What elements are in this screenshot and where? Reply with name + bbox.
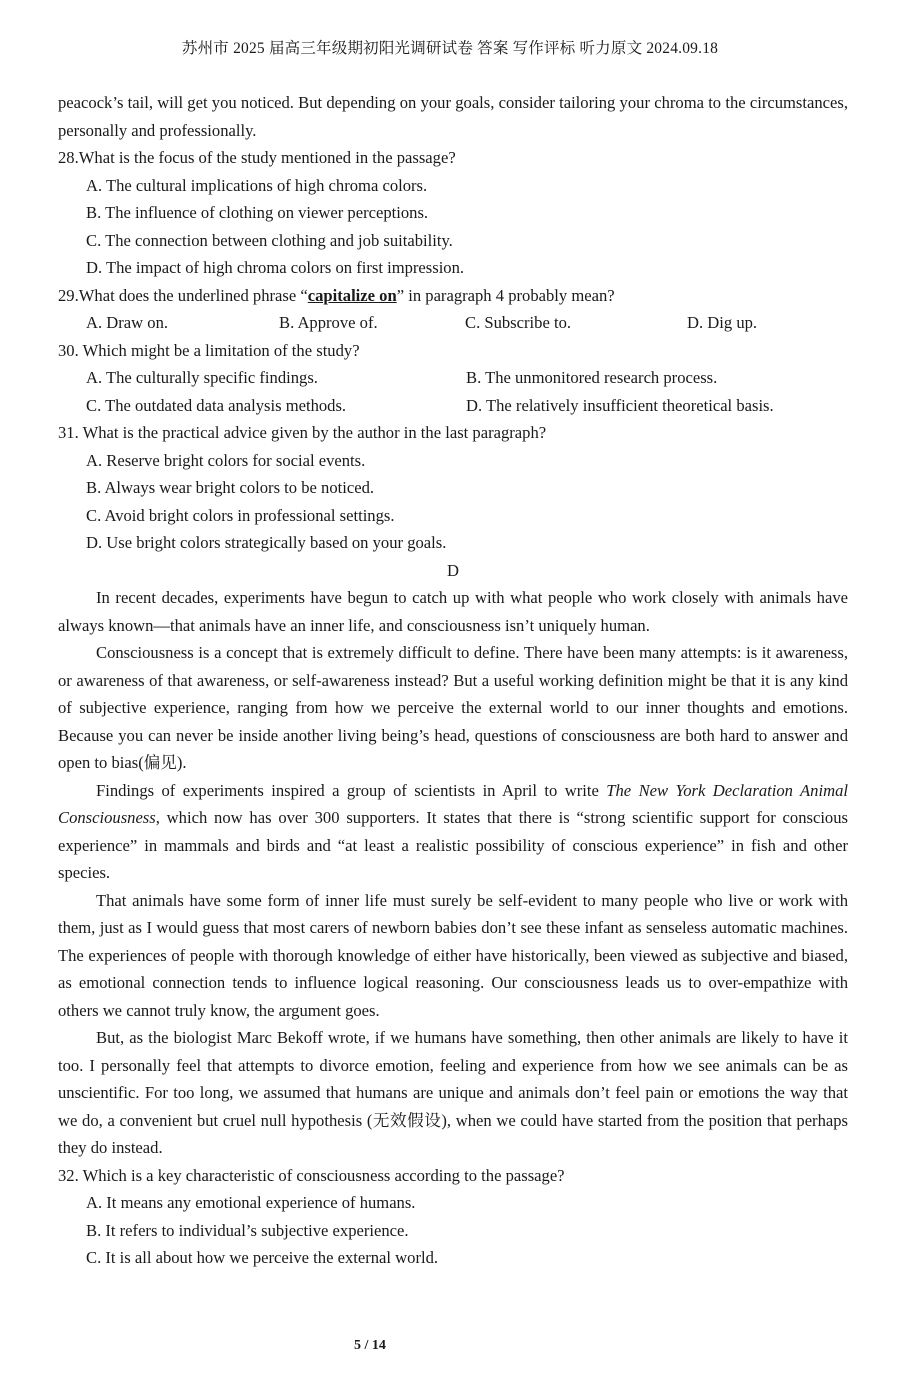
passage-d-paragraph-1: In recent decades, experiments have begun to catch up with what people who work closely with animals have always known—that animals have an inner life, and consciousness isn’t uniquely human.: [58, 588, 848, 635]
q29-option-b: B. Approve of.: [279, 313, 378, 332]
q32-option-a: A. It means any emotional experience of humans.: [86, 1193, 416, 1212]
passage-d-paragraph-4: That animals have some form of inner life must surely be self-evident to many people who live or work with them, just as I would guess that most carers of newborn babies don’t see these infant as senseless automatic machines. The experiences of people with thorough knowledge of either have historically, been viewed as subjective and biased, as emotional connection tends to influence logical reasoning. Our consciousness leads us to over-empathize with others we cannot truly know, the argument goes.: [58, 890, 848, 1020]
q29-stem-before: 29.What does the underlined phrase “: [58, 285, 308, 305]
page-content: [58, 89, 848, 1272]
q30-option-c: C. The outdated data analysis methods.: [86, 395, 347, 415]
q29-option-d: D. Dig up.: [687, 313, 758, 332]
q28-option-a: A. The cultural implications of high chroma colors.: [86, 175, 428, 195]
question-28-stem: 28.What is the focus of the study mentioned in the passage?: [58, 148, 456, 167]
question-29-stem: [58, 282, 848, 310]
q31-option-a: A. Reserve bright colors for social events.: [86, 450, 366, 470]
q29-option-a: A. Draw on.: [86, 313, 169, 332]
q29-options: [58, 309, 848, 337]
passage-c-ending: peacock’s tail, will get you noticed. But depending on your goals, consider tailoring your chroma to the circumstances, personally and professionally.: [58, 93, 848, 140]
q32-option-b: B. It refers to individual’s subjective experience.: [86, 1220, 409, 1240]
question-31-stem: 31. What is the practical advice given by the author in the last paragraph?: [58, 423, 547, 442]
page-header: 苏州市 2025 届高三年级期初阳光调研试卷 答案 写作评标 听力原文 2024.09.18: [181, 40, 719, 57]
q29-stem-after: ” in paragraph 4 probably mean?: [396, 285, 615, 305]
q31-option-d: D. Use bright colors strategically based on your goals.: [86, 533, 447, 552]
passage-d-paragraph-3: [58, 777, 848, 887]
section-d-label: D: [447, 560, 459, 580]
passage-d-paragraph-5: But, as the biologist Marc Bekoff wrote, if we humans have something, then other animals are likely to have it too. I personally feel that attempts to divorce emotion, feeling and experience from how we see animals can be as unscientific. For too long, we assumed that humans are unique and animals don’t feel pain or emotions the way that we do, a convenient but cruel null hypothesis (无效假设), when we could have started from the position that perhaps they do instead.: [58, 1028, 848, 1157]
page-number: 5 / 14: [354, 1338, 386, 1353]
q31-option-c: C. Avoid bright colors in professional settings.: [86, 505, 395, 525]
q28-option-d: D. The impact of high chroma colors on first impression.: [86, 258, 465, 277]
q30-option-a: A. The culturally specific findings.: [86, 368, 318, 387]
question-30-stem: 30. Which might be a limitation of the study?: [58, 340, 360, 360]
p3-text-after: , which now has over 300 supporters. It states that there is “strong scientific support for conscious experience” in mammals and birds and “at least a realistic possibility of conscious experience” in fish and other species.: [58, 808, 848, 882]
q30-options-row1: [58, 364, 848, 392]
q29-underlined-phrase: capitalize on: [307, 285, 397, 305]
q28-option-c: C. The connection between clothing and job suitability.: [86, 230, 453, 250]
passage-d-paragraph-2: Consciousness is a concept that is extremely difficult to define. There have been many attempts: is it awareness, or awareness of that awareness, or self-awareness instead? But a useful working definition might be that it is any kind of subjective experience, ranging from how we perceive the external world to our inner thoughts and emotions. Because you can never be inside another living being’s head, questions of consciousness are both hard to answer and open to bias(偏见).: [58, 643, 848, 772]
question-32-stem: 32. Which is a key characteristic of consciousness according to the passage?: [58, 1165, 565, 1185]
q30-option-d: D. The relatively insufficient theoretical basis.: [466, 395, 774, 415]
q30-options-row2: [58, 392, 848, 420]
q31-option-b: B. Always wear bright colors to be noticed.: [86, 478, 375, 497]
p3-declaration-title: The New York Declaration Animal Consciousness: [58, 780, 848, 827]
q29-option-c: C. Subscribe to.: [465, 313, 572, 332]
q32-option-c: C. It is all about how we perceive the external world.: [86, 1248, 439, 1267]
p3-text-before: Findings of experiments inspired a group of scientists in April to write: [96, 780, 607, 800]
q28-option-b: B. The influence of clothing on viewer perceptions.: [86, 203, 429, 222]
q30-option-b: B. The unmonitored research process.: [466, 368, 718, 387]
